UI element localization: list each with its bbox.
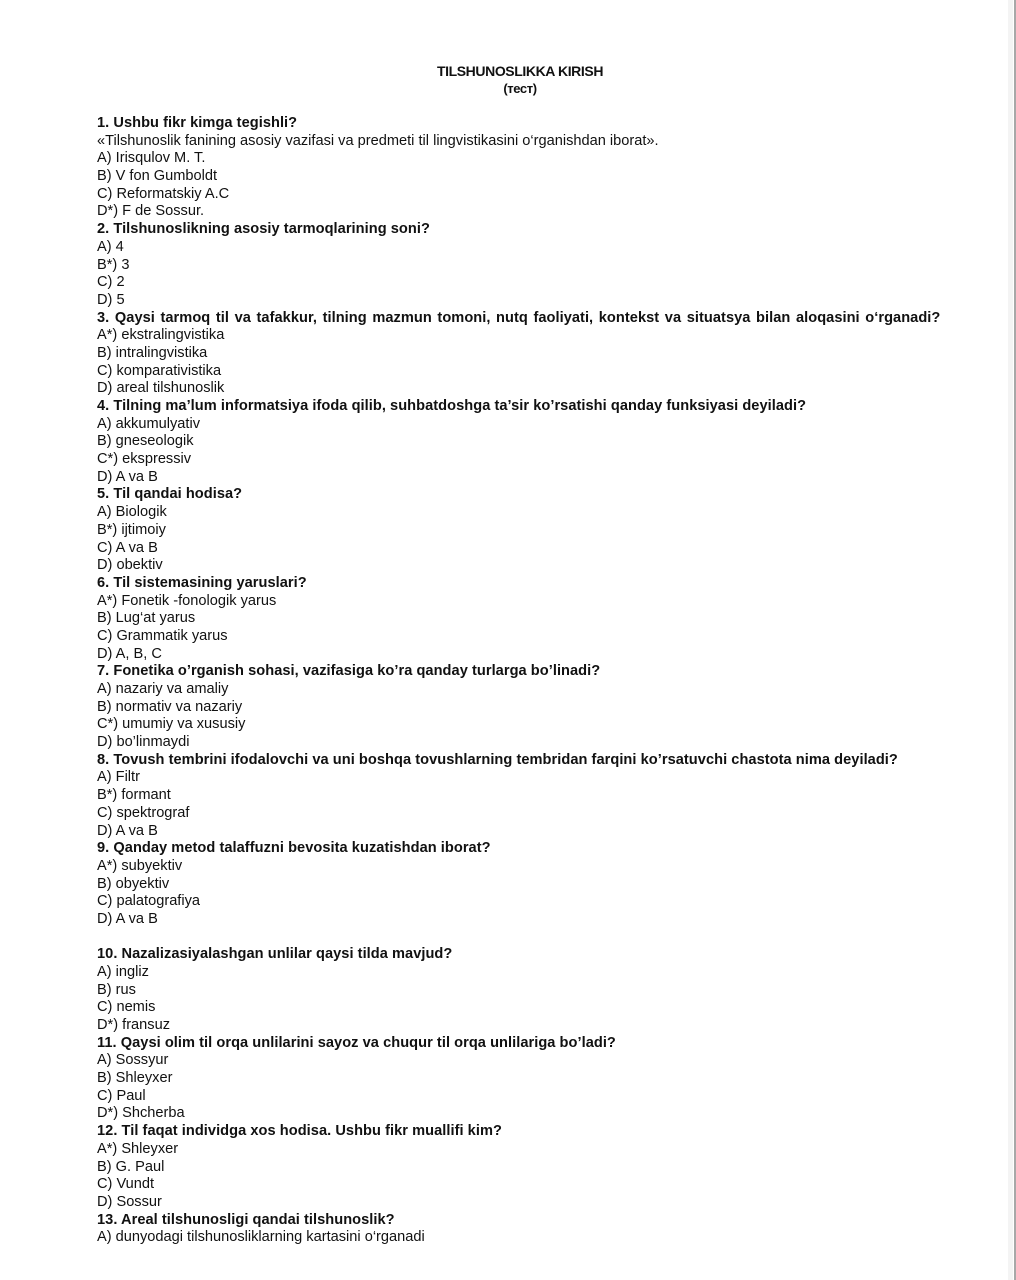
question-title: 7. Fonetika o’rganish sohasi, vazifasiga ko’ra qanday turlarga bo’linadi? bbox=[97, 663, 601, 680]
answer-option-b: B) normativ va nazariy bbox=[97, 698, 243, 715]
question-9 bbox=[97, 840, 943, 928]
answer-option-d: D) A va B bbox=[97, 468, 158, 485]
question-title: 3. Qaysi tarmoq til va tafakkur, tilning mazmun tomoni, nutq faoliyati, kontekst va situatsya bilan aloqasini o‘rganadi? bbox=[97, 309, 941, 326]
answer-option-b: B) Lug‘at yarus bbox=[97, 610, 196, 627]
document-subtitle: (тест) bbox=[503, 81, 537, 96]
document-header bbox=[0, 62, 1016, 98]
question-title: 10. Nazalizasiyalashgan unlilar qaysi tilda mavjud? bbox=[97, 946, 453, 963]
answer-option-a: A) Filtr bbox=[97, 769, 140, 786]
answer-option-a: A) dunyodagi tilshunosliklarning kartasini o‘rganadi bbox=[97, 1229, 425, 1246]
question-title: 5. Til qandai hodisa? bbox=[97, 486, 243, 503]
answer-option-b: B) G. Paul bbox=[97, 1158, 165, 1175]
answer-option-c: C) 2 bbox=[97, 274, 125, 291]
question-title: 8. Tovush tembrini ifodalovchi va uni boshqa tovushlarning tembridan farqini ko’rsatuvchi chastota nima deyiladi? bbox=[97, 751, 898, 768]
answer-option-a: A) Biologik bbox=[97, 504, 167, 521]
question-quote: «Tilshunoslik fanining asosiy vazifasi va predmeti til lingvistikasini o‘rganishdan iborat». bbox=[97, 132, 659, 149]
question-title: 11. Qaysi olim til orqa unlilarini sayoz va chuqur til orqa unlilariga bo’ladi? bbox=[97, 1034, 616, 1051]
answer-option-d: D) A, B, C bbox=[97, 645, 162, 662]
answer-option-c: C) Grammatik yarus bbox=[97, 627, 228, 644]
answer-option-c: C) komparativistika bbox=[97, 362, 222, 379]
answer-option-d: D) A va B bbox=[97, 822, 158, 839]
question-1 bbox=[97, 115, 943, 221]
page-edge-shadow bbox=[1008, 0, 1013, 1280]
answer-option-c: C) Paul bbox=[97, 1087, 146, 1104]
blank-line bbox=[97, 929, 943, 947]
answer-option-a: A*) ekstralingvistika bbox=[97, 327, 225, 344]
answer-option-c: C) A va B bbox=[97, 539, 158, 556]
answer-option-c: C) nemis bbox=[97, 999, 156, 1016]
answer-option-a: A) 4 bbox=[97, 238, 124, 255]
answer-option-a: A) akkumulyativ bbox=[97, 415, 200, 432]
question-12 bbox=[97, 1123, 943, 1211]
answer-option-c: C) spektrograf bbox=[97, 804, 190, 821]
test-questions bbox=[97, 115, 943, 1247]
answer-option-c: C) Reformatskiy A.C bbox=[97, 185, 230, 202]
answer-option-c: C) Vundt bbox=[97, 1176, 155, 1193]
answer-option-a: A) nazariy va amaliy bbox=[97, 681, 229, 697]
question-13 bbox=[97, 1212, 943, 1247]
question-title: 12. Til faqat individga xos hodisa. Ushbu fikr muallifi kim? bbox=[97, 1123, 502, 1140]
answer-option-a: A) Irisqulov M. T. bbox=[97, 150, 206, 167]
answer-option-b: B) Shleyxer bbox=[97, 1070, 173, 1087]
question-title: 1. Ushbu fikr kimga tegishli? bbox=[97, 115, 298, 131]
answer-option-b: B*) ijtimoiy bbox=[97, 521, 166, 538]
answer-option-c: C*) ekspressiv bbox=[97, 451, 192, 468]
question-8 bbox=[97, 752, 943, 840]
answer-option-b: B) V fon Gumboldt bbox=[97, 168, 218, 185]
question-3 bbox=[97, 310, 943, 398]
document-title: TILSHUNOSLIKKA KIRISH bbox=[436, 63, 604, 79]
question-10 bbox=[97, 946, 943, 1034]
question-title: 13. Areal tilshunosligi qandai tilshunoslik? bbox=[97, 1211, 395, 1228]
answer-option-d: D) 5 bbox=[97, 291, 125, 308]
answer-option-c: C*) umumiy va xususiy bbox=[97, 716, 246, 733]
question-title: 9. Qanday metod talaffuzni bevosita kuzatishdan iborat? bbox=[97, 840, 491, 857]
answer-option-b: B*) formant bbox=[97, 787, 171, 804]
question-6 bbox=[97, 575, 943, 663]
answer-option-b: B) intralingvistika bbox=[97, 344, 208, 361]
answer-option-b: B) gneseologik bbox=[97, 433, 194, 450]
question-title: 4. Tilning ma’lum informatsiya ifoda qilib, suhbatdoshga ta’sir ko’rsatishi qanday funksiyasi deyiladi? bbox=[97, 398, 807, 414]
answer-option-a: A*) Shleyxer bbox=[97, 1140, 179, 1157]
answer-option-a: A) ingliz bbox=[97, 963, 149, 980]
answer-option-d: D*) F de Sossur. bbox=[97, 203, 205, 220]
answer-option-b: B) rus bbox=[97, 981, 136, 998]
question-5 bbox=[97, 486, 943, 574]
answer-option-d: D*) Shcherba bbox=[97, 1105, 185, 1122]
question-title: 2. Tilshunoslikning asosiy tarmoqlarining soni? bbox=[97, 221, 430, 238]
answer-option-d: D) obektiv bbox=[97, 557, 163, 574]
answer-option-d: D) Sossur bbox=[97, 1193, 162, 1210]
answer-option-c: C) palatografiya bbox=[97, 893, 201, 910]
answer-option-d: D) areal tilshunoslik bbox=[97, 380, 225, 397]
question-11 bbox=[97, 1035, 943, 1123]
question-4 bbox=[97, 398, 943, 486]
answer-option-b: B*) 3 bbox=[97, 256, 130, 273]
answer-option-d: D*) fransuz bbox=[97, 1017, 170, 1034]
question-7 bbox=[97, 663, 943, 751]
question-2 bbox=[97, 221, 943, 309]
answer-option-d: D) bo’linmaydi bbox=[97, 734, 190, 751]
answer-option-a: A*) Fonetik -fonologik yarus bbox=[97, 592, 277, 609]
answer-option-d: D) A va B bbox=[97, 910, 158, 927]
answer-option-b: B) obyektiv bbox=[97, 875, 170, 892]
question-title: 6. Til sistemasining yaruslari? bbox=[97, 574, 307, 591]
answer-option-a: A*) subyektiv bbox=[97, 857, 183, 874]
answer-option-a: A) Sossyur bbox=[97, 1052, 169, 1069]
